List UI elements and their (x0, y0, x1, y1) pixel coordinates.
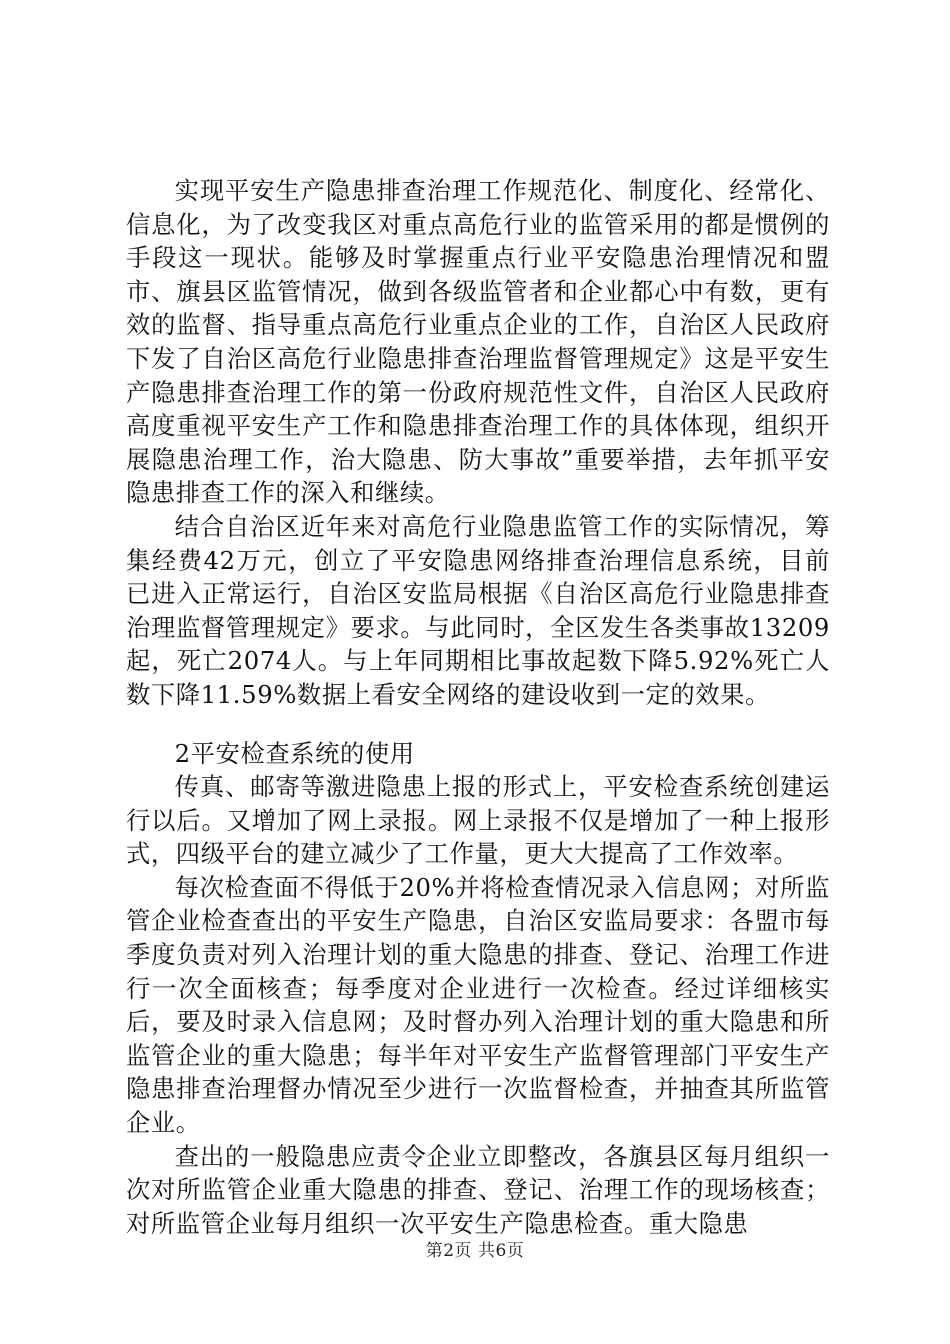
page-number-footer: 第2页 共6页 (425, 1241, 525, 1261)
section-paragraph-2: 每次检查面不得低于20%并将检查情况录入信息网；对所监管企业检查查出的平安生产隐患，自治区安监局要求：各盟市每季度负责对列入治理计划的重大隐患的排查、登记、治理工作进行一次全面核查；每季度对企业进行一次检查。经过详细核实后，要及时录入信息网；及时督办列入治理计划的重大隐患和所监管企业的重大隐患；每半年对平安生产监督管理部门平安生产隐患排查治理督办情况至少进行一次监督检查，并抽查其所监管企业。 (126, 872, 830, 1138)
paragraph-1: 实现平安生产隐患排查治理工作规范化、制度化、经常化、信息化，为了改变我区对重点高危行业的监管采用的都是惯例的手段这一现状。能够及时掌握重点行业平安隐患治理情况和盟市、旗县区监管情况，做到各级监管者和企业都心中有数，更有效的监督、指导重点高危行业重点企业的工作，自治区人民政府下发了自治区高危行业隐患排查治理监督管理规定》这是平安生产隐患排查治理工作的第一份政府规范性文件，自治区人民政府高度重视平安生产工作和隐患排查治理工作的具体体现，组织开展隐患治理工作，治大隐患、防大事故”重要举措，去年抓平安隐患排查工作的深入和继续。 (126, 176, 830, 508)
paragraph-2: 结合自治区近年来对高危行业隐患监管工作的实际情况，筹集经费42万元，创立了平安隐患网络排查治理信息系统，目前已进入正常运行，自治区安监局根据《自治区高危行业隐患排查治理监督管理规定》要求。与此同时，全区发生各类事故13209起，死亡2074人。与上年同期相比事故起数下降5.92%死亡人数下降11.59%数据上看安全网络的建设收到一定的效果。 (126, 511, 830, 709)
document-body (126, 174, 830, 1240)
section-heading: 2平安检查系统的使用 (174, 738, 415, 768)
section-paragraph-3: 查出的一般隐患应责令企业立即整改，各旗县区每月组织一次对所监管企业重大隐患的排查、登记、治理工作的现场核查；对所监管企业每月组织一次平安生产隐患检查。重大隐患 (126, 1141, 830, 1238)
section-paragraph-1: 传真、邮寄等激进隐患上报的形式上，平安检查系统创建运行以后。又增加了网上录报。网上录报不仅是增加了一种上报形式，四级平台的建立减少了工作量，更大大提高了工作效率。 (126, 772, 830, 869)
